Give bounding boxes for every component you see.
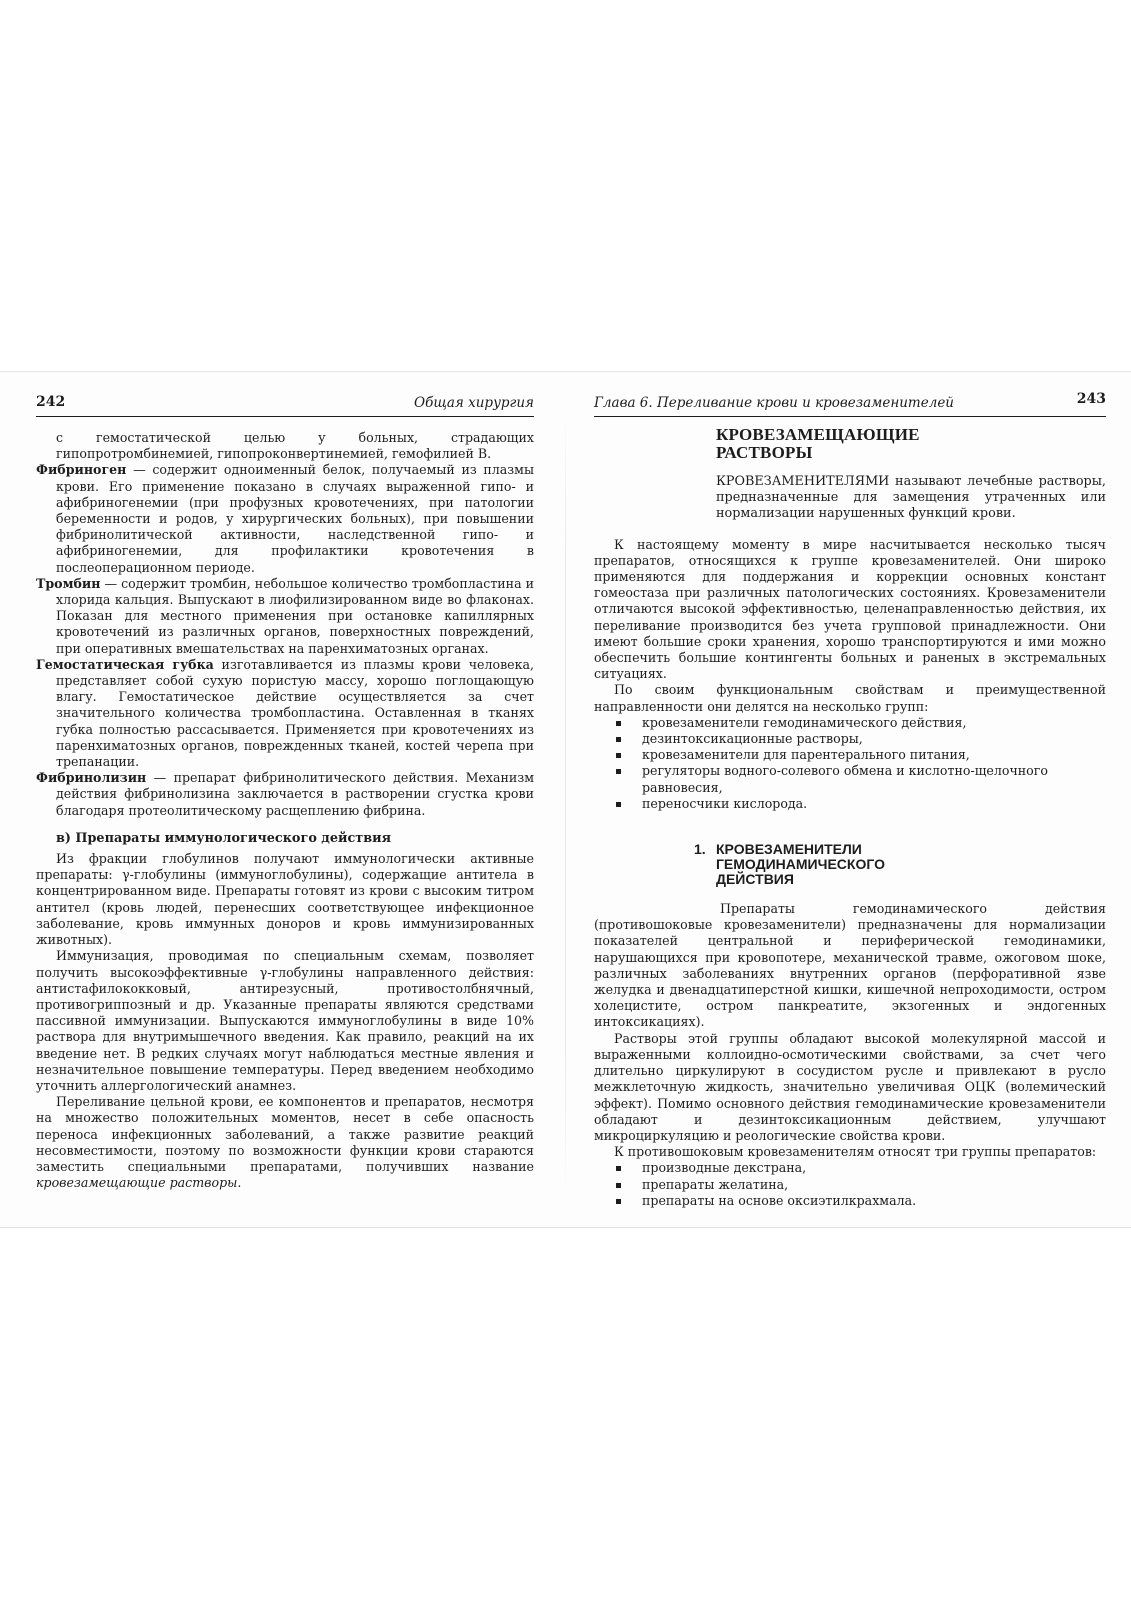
entry-thrombin [36, 576, 534, 657]
paragraph: Растворы этой группы обладают высокой молекулярной массой и выраженными коллоидно-осмотическими свойствами, за счет чего длительно циркулируют в сосудистом русле и привлекают в русло межклеточную жидкость, значительно увеличивая ОЦК (волемический эффект). Помимо основного действия гемодинамические кровезаменители обладают и дезинтоксикационным действием, улучшают микроциркуляцию и реологические свойства крови. [594, 1030, 1106, 1143]
right-page [566, 372, 1131, 1227]
list-item: препараты желатина, [614, 1177, 1106, 1193]
entry-hemostatic-sponge [36, 657, 534, 770]
right-running-head [594, 391, 1106, 417]
section-title-text-line1: КРОВЕЗАМЕНИТЕЛИ [716, 841, 862, 858]
paragraph: К противошоковым кровезаменителям относят три группы препаратов: [614, 1144, 1097, 1160]
closing-italic-term: кровезамещающие растворы [36, 1175, 238, 1191]
section-title-text-line3: ДЕЙСТВИЯ [716, 871, 794, 888]
entry-term: Фибринолизин [36, 770, 147, 786]
section-number: 1. [694, 841, 706, 858]
left-text-column [36, 430, 534, 1191]
list-item: кровезаменители для парентерального питания, [614, 747, 1106, 763]
left-running-head [36, 394, 534, 417]
entry-text: — препарат фибринолитического действия. Механизм действия фибринолизина заключается в растворении сгустка крови благодаря протеолитическому расщеплению фибрина. [56, 770, 534, 818]
section-title-text-line2: ГЕМОДИНАМИЧЕСКОГО [716, 856, 885, 873]
closing-text: Переливание цельной крови, ее компонентов и препаратов, несмотря на множество положительных моментов, несет в себе опасность переноса инфекционных заболеваний, а также развитие реакций несовместимости, поэтому по возможности функции крови стараются заместить специальными препаратами, получивших название [36, 1094, 534, 1174]
entry-text: изготавливается из плазмы крови человека, представляет собой сухую пористую массу, хорошо поглощающую влагу. Гемостатическое действие осуществляется за счет значительного количества тромбопластина. Оставленная в тканях губка полностью рассасывается. Применяется при кровотечениях из паренхиматозных органов, поврежденных тканей, костей черепа при трепанации. [56, 656, 534, 770]
entry-fibrinolysin [36, 770, 534, 819]
definition [716, 474, 1106, 523]
paragraph: Из фракции глобулинов получают иммунологически активные препараты: γ-глобулины (иммуноглобулины), содержащие антитела в концентрированном виде. Препараты готовят из крови с высоким титром антител (кровь людей, перенесших соответствующее инфекционное заболевание, кровь иммунных доноров и кровь иммунизированных животных). [36, 851, 534, 948]
closing-end: . [237, 1175, 242, 1191]
list-item: кровезаменители гемодинамического действия, [614, 715, 1106, 731]
definition-text: называют лечебные растворы, предназначенные для замещения утраченных или нормализации нарушенных функций крови. [716, 474, 1106, 522]
continuation-text: с гемостатической целью у больных, страдающих гипопротромбинемией, гипопроконвертинемией, гемофилией В. [56, 430, 534, 462]
entry-term: Гемостатическая губка [36, 656, 214, 672]
paragraph: По своим функциональным свойствам и преимущественной направленности они делятся на несколько групп: [594, 682, 1106, 714]
left-running-title: Общая хирургия [414, 395, 534, 411]
list-item: дезинтоксикационные растворы, [614, 731, 1106, 747]
list-item: производные декстрана, [614, 1160, 1106, 1176]
right-text-column [594, 426, 1106, 1209]
entry-text: — содержит одноименный белок, получаемый из плазмы крови. Его применение показано в случаях выраженной гипо- и афибриногенемии (при профузных кровотечениях, при патологии беременности и родов, у хирургических больных), при повышении фибринолитической активности, наследственной гипо- и афибриногенемии, для профилактики кровотечения в послеоперационном периоде. [56, 462, 534, 575]
numbered-section-title [694, 842, 1106, 887]
section-title-line1: КРОВЕЗАМЕЩАЮЩИЕ [716, 425, 920, 444]
list-item: препараты на основе оксиэтилкрахмала. [614, 1193, 1106, 1209]
paragraph: К настоящему моменту в мире насчитывается несколько тысяч препаратов, относящихся к группе кровезаменителей. Они широко применяются для поддержания и коррекции основных констант гомеостаза при различных патологических состояниях. Кровезаменители отличаются высокой эффективностью, целенаправленностью действия, их переливание производится без учета групповой принадлежности. Они имеют большие сроки хранения, хорошо транспортируются и ими можно обеспечить большие контингенты больных и раненых в экстремальных ситуациях. [594, 536, 1106, 682]
section-title [716, 426, 1016, 462]
entry-text: — содержит тромбин, небольшое количество тромбопластина и хлорида кальция. Выпускают в лиофилизированном виде во флаконах. Показан для местного применения при остановке капиллярных кровотечений из различных органов, поверхностных повреждений, при оперативных вмешательствах на паренхиматозных органах. [56, 575, 534, 656]
list-item: переносчики кислорода. [614, 796, 1106, 812]
left-page-number: 242 [36, 394, 66, 410]
section-title-line2: РАСТВОРЫ [716, 443, 813, 462]
section-title-text [716, 842, 916, 887]
entry-term: Тромбин [36, 575, 101, 591]
right-running-title: Глава 6. Переливание крови и кровезаменителей [594, 395, 954, 411]
paragraph: Препараты гемодинамического действия (противошоковые кровезаменители) предназначены для нормализации показателей центральной и периферической гемодинамики, нарушающихся при кровопотере, механической травме, ожоговом шоке, различных заболеваниях внутренних органов (перфоративной язве желудка и двенадцатиперстной кишки, кишечной непроходимости, остром холецистите, остром панкреатите, экзогенных и эндогенных интоксикациях). [594, 901, 1106, 1030]
left-page [0, 372, 565, 1227]
closing-paragraph [36, 1094, 534, 1191]
definition-term: КРОВЕЗАМЕНИТЕЛЯМИ [716, 474, 890, 489]
book-spread [0, 371, 1131, 1228]
paragraph: Иммунизация, проводимая по специальным схемам, позволяет получить высокоэффективные γ-глобулины направленного действия: антистафилококковый, антирезусный, противостолбнячный, противогриппозный и др. Указанные препараты являются средствами пассивной иммунизации. Выпускаются иммуноглобулины в виде 10% раствора для внутримышечного введения. Как правило, реакций на их введение нет. В редких случаях могут наблюдаться местные явления и незначительное повышение температуры. Перед введением необходимо уточнить аллергологический анамнез. [36, 948, 534, 1093]
entry-fibrinogen [36, 462, 534, 575]
subsection-title: в) Препараты иммунологического действия [56, 830, 392, 846]
entry-term: Фибриноген [36, 462, 127, 478]
list-item: регуляторы водного-солевого обмена и кислотно-щелочного равновесия, [614, 763, 1106, 795]
right-page-number: 243 [1076, 391, 1106, 407]
groups-list [594, 715, 1106, 812]
drug-groups-list [594, 1160, 1106, 1209]
